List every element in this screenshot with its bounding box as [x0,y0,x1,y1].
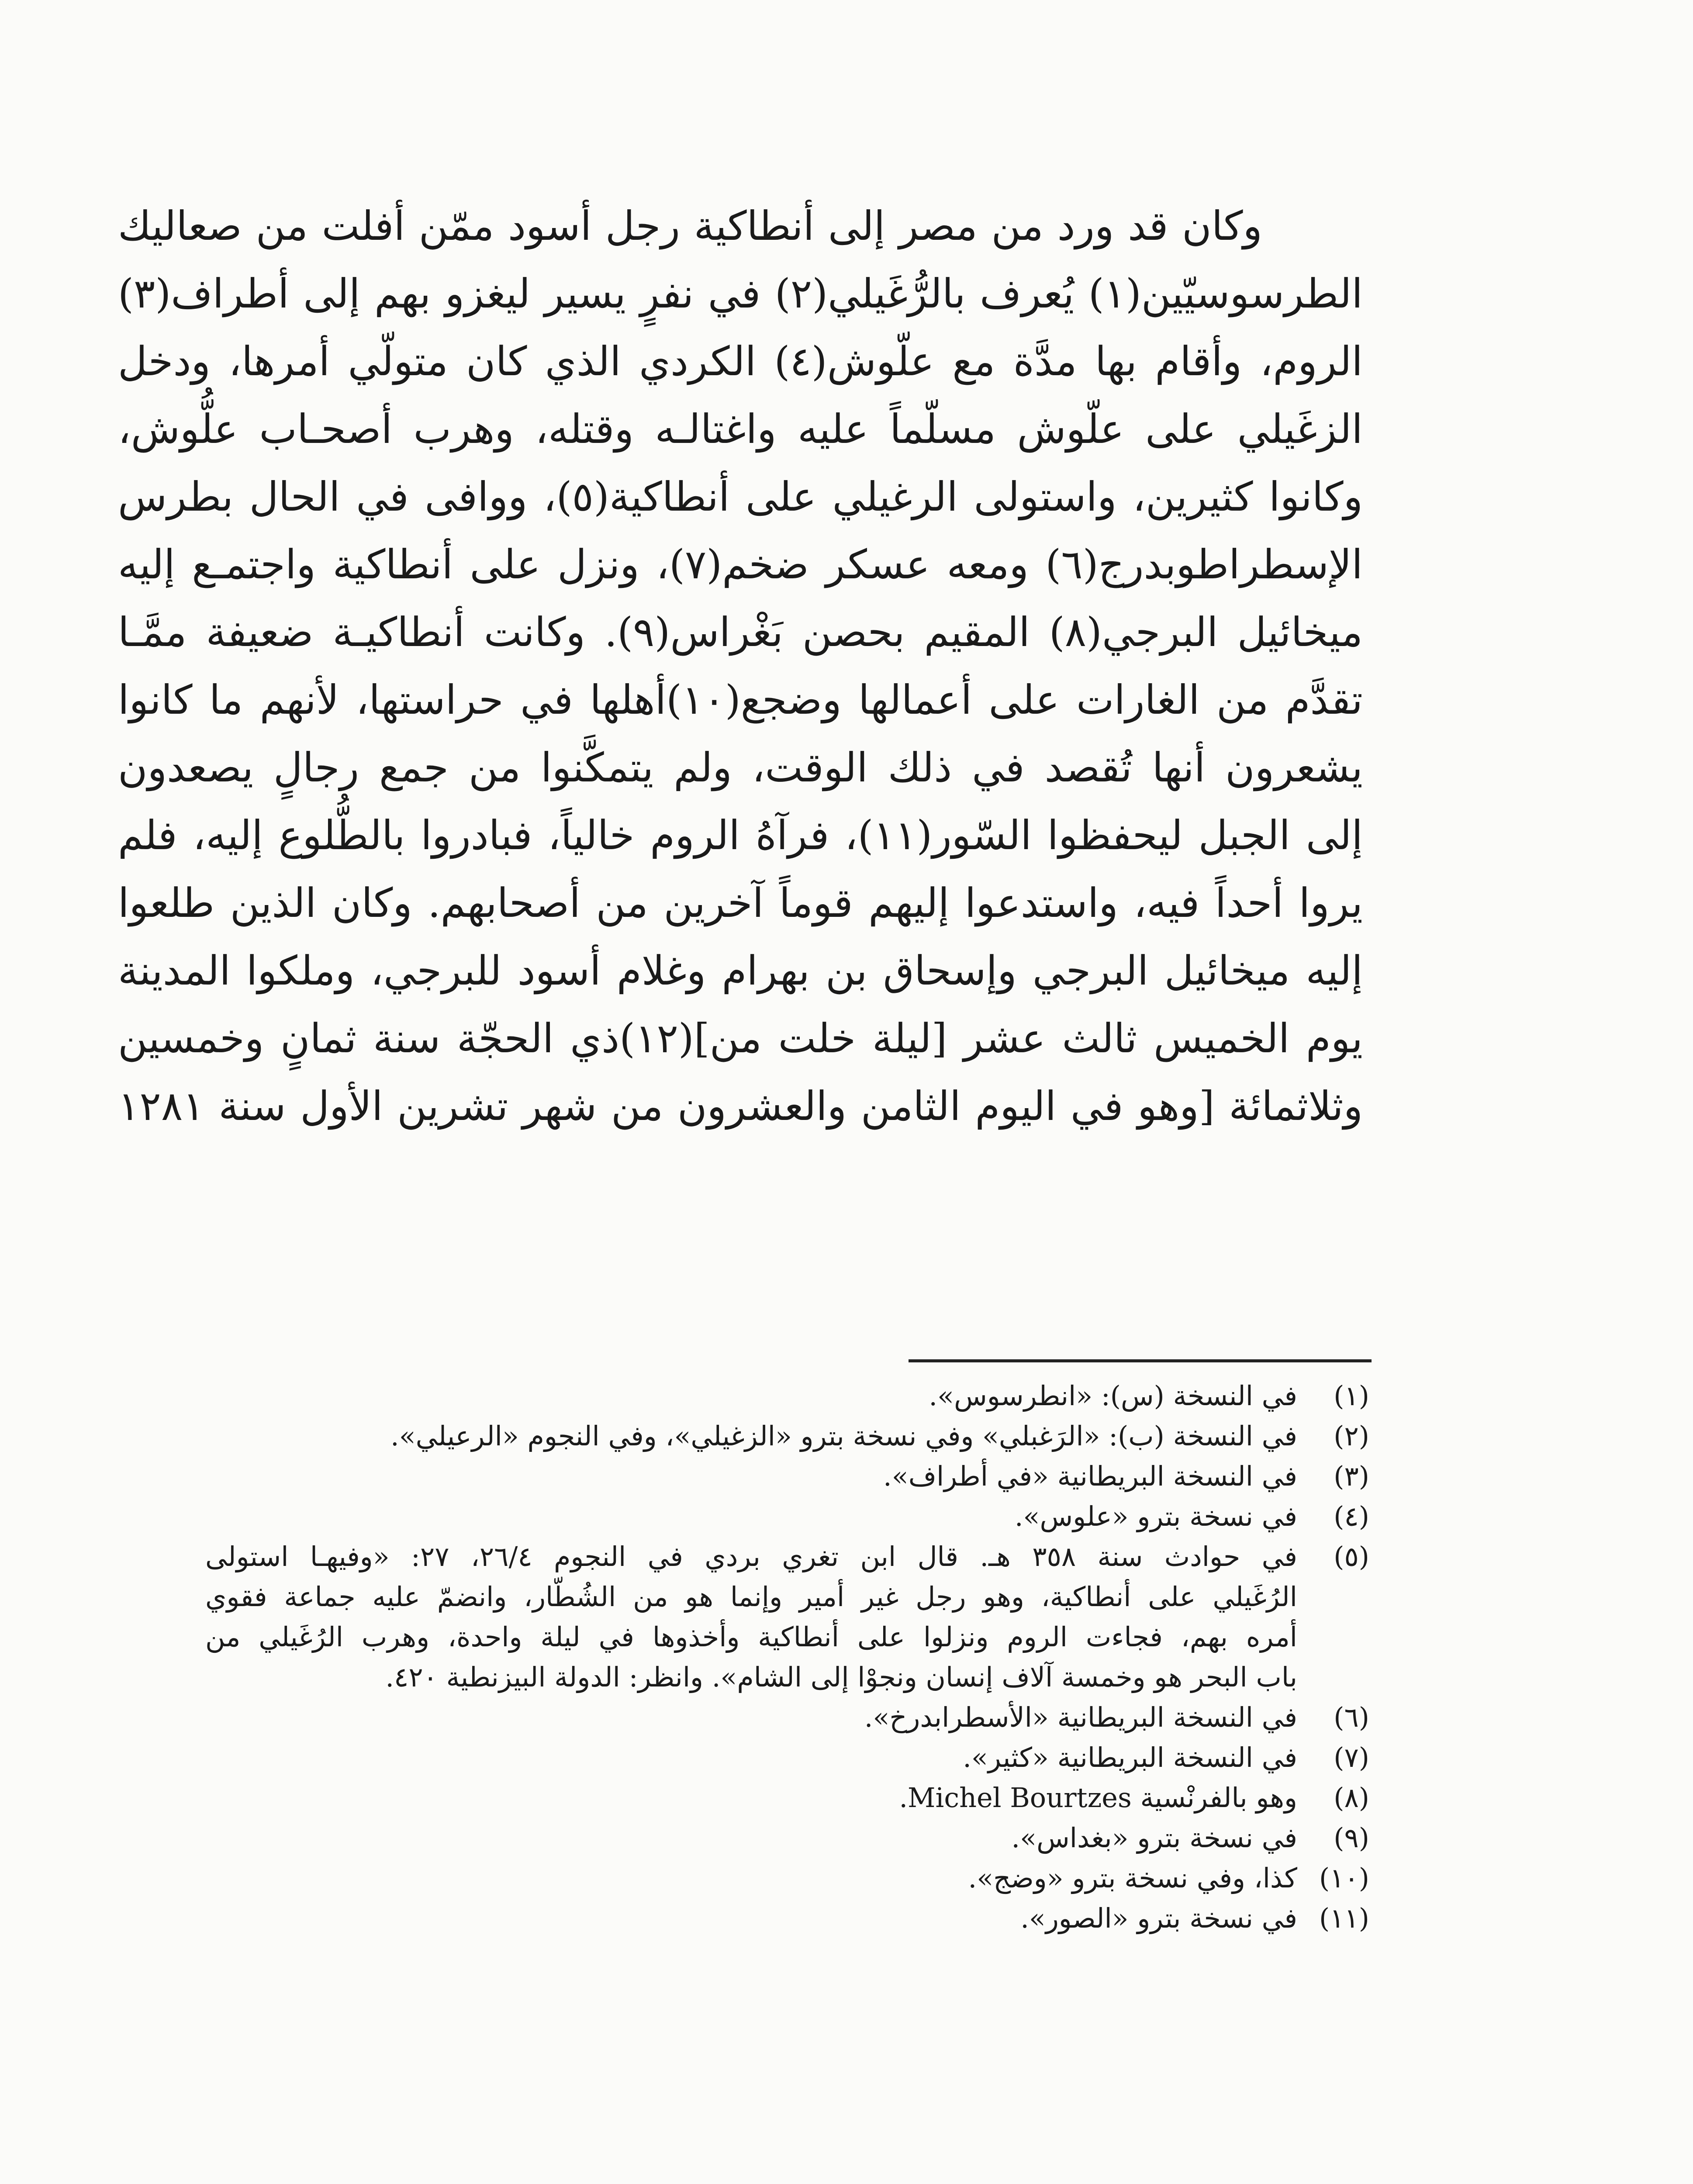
footnote-text [205,1738,1297,1778]
footnote-6 [205,1697,1369,1738]
footnote-text [205,1858,1297,1898]
footnote-number: (٦) [1334,1701,1369,1733]
body-line: الطرسوسيّين(١) يُعرف بالرُّغَيلي(٢) في نفرٍ يسير ليغزو بهم إلى أطراف(٣) [118,270,1363,317]
footnote-1 [205,1376,1369,1416]
footnote-text [205,1818,1297,1858]
footnote-8 [205,1778,1369,1818]
body-line: يشعرون أنها تُقصد في ذلك الوقت، ولم يتمكَّنوا من جمع رجالٍ يصعدون [118,744,1363,791]
body-line: الإسطراطوبدرج(٦) ومعه عسكر ضخم(٧)، ونزل على أنطاكية واجتمـع إليه [118,541,1363,588]
footnote-text [205,1697,1297,1738]
body-line: وكان قد ورد من مصر إلى أنطاكية رجل أسود ممّن أفلت من صعاليك [118,203,1262,249]
main-text-block [118,192,1363,1140]
footnote-line: في نسخة بترو «الصور». [1020,1902,1297,1934]
footnote-number: (٥) [1334,1541,1369,1572]
footnote-4 [205,1496,1369,1537]
footnote-2 [205,1416,1369,1456]
footnote-number: (١٠) [1319,1862,1369,1894]
footnote-number: (٨) [1334,1782,1369,1814]
footnote-text [205,1376,1297,1416]
footnote-line: في النسخة (ب): «الرَغبلي» وفي نسخة بترو «الزغيلي»، وفي النجوم «الرعيلي». [390,1420,1297,1452]
body-line: وثلاثمائة [وهو في اليوم الثامن والعشرون من شهر تشرين الأول سنة ١٢٨١ [118,1083,1363,1130]
footnote-5 [205,1537,1369,1697]
footnote-3 [205,1456,1369,1496]
footnote-text [205,1778,1297,1818]
footnote-line: في النسخة البريطانية «في أطراف». [883,1460,1297,1492]
body-line: تقدَّم من الغارات على أعمالها وضجع(١٠)أهلها في حراستها، لأنهم ما كانوا [118,677,1363,723]
footnote-line: في النسخة (س): «انطرسوس». [929,1380,1297,1412]
footnote-text [205,1416,1297,1456]
footnotes-block [205,1376,1369,1939]
footnote-number: (٢) [1334,1420,1369,1452]
footnote-7 [205,1738,1369,1778]
body-line: الزغَيلي على علّوش مسلّماً عليه واغتالـه وقتله، وهرب أصحـاب علُّوش، [118,406,1363,453]
footnote-10 [205,1858,1369,1898]
body-line: إلى الجبل ليحفظوا السّور(١١)، فرآهُ الروم خالياً، فبادروا بالطُّلوع إليه، فلم [118,812,1363,859]
body-line: الروم، وأقام بها مدَّة مع علّوش(٤) الكردي الذي كان متولّي أمرها، ودخل [118,338,1363,385]
footnote-number: (٣) [1334,1460,1369,1492]
footnote-line: في النسخة البريطانية «كثير». [963,1742,1297,1773]
footnote-text [205,1496,1297,1537]
footnote-line: في نسخة بترو «بغداس». [1011,1822,1297,1854]
footnote-line: أمره بهم، فجاءت الروم ونزلوا على أنطاكية وأخذوها في ليلة واحدة، وهرب الرُغَيلي من [205,1621,1298,1653]
footnote-line: في نسخة بترو «علوس». [1014,1500,1297,1532]
footnote-text [205,1537,1297,1697]
footnote-line: في النسخة البريطانية «الأسطرابدرخ». [864,1701,1297,1733]
footnote-line: باب البحر هو وخمسة آلاف إنسان ونجوْا إلى الشام». وانظر: الدولة البيزنطية ٤٢٠. [385,1661,1297,1693]
footnote-11 [205,1898,1369,1939]
footnote-number: (٩) [1334,1822,1369,1854]
body-line: وكانوا كثيرين، واستولى الرغيلي على أنطاكية(٥)، ووافى في الحال بطرس [118,473,1363,520]
footnote-number: (١١) [1319,1902,1369,1934]
footnote-line: كذا، وفي نسخة بترو «وضج». [968,1862,1297,1894]
body-line: يروا أحداً فيه، واستدعوا إليهم قوماً آخرين من أصحابهم. وكان الذين طلعوا [118,880,1363,926]
footnote-number: (٧) [1334,1742,1369,1773]
footnote-number: (٤) [1334,1500,1369,1532]
body-line: يوم الخميس ثالث عشر [ليلة خلت من](١٢)ذي الحجّة سنة ثمانٍ وخمسين [118,1015,1363,1062]
footnote-number: (١) [1334,1380,1369,1412]
footnote-9 [205,1818,1369,1858]
footnote-text [205,1898,1297,1939]
footnote-line: الرُغَيلي على أنطاكية، وهو رجل غير أمير وإنما هو من الشُطّار، وانضمّ عليه جماعة فقوي [205,1581,1297,1613]
footnote-separator [909,1359,1372,1362]
body-line: ميخائيل البرجي(٨) المقيم بحصن بَغْراس(٩). وكانت أنطاكيـة ضعيفة ممَّـا [118,609,1363,656]
body-line: إليه ميخائيل البرجي وإسحاق بن بهرام وغلام أسود للبرجي، وملكوا المدينة [118,947,1363,994]
footnote-line: وهو بالفرنْسية Michel Bourtzes. [899,1782,1297,1814]
footnote-text [205,1456,1297,1496]
footnote-line: في حوادث سنة ٣٥٨ هـ. قال ابن تغري بردي في النجوم ٢٦/٤، ٢٧: «وفيهـا استولى [205,1541,1297,1572]
